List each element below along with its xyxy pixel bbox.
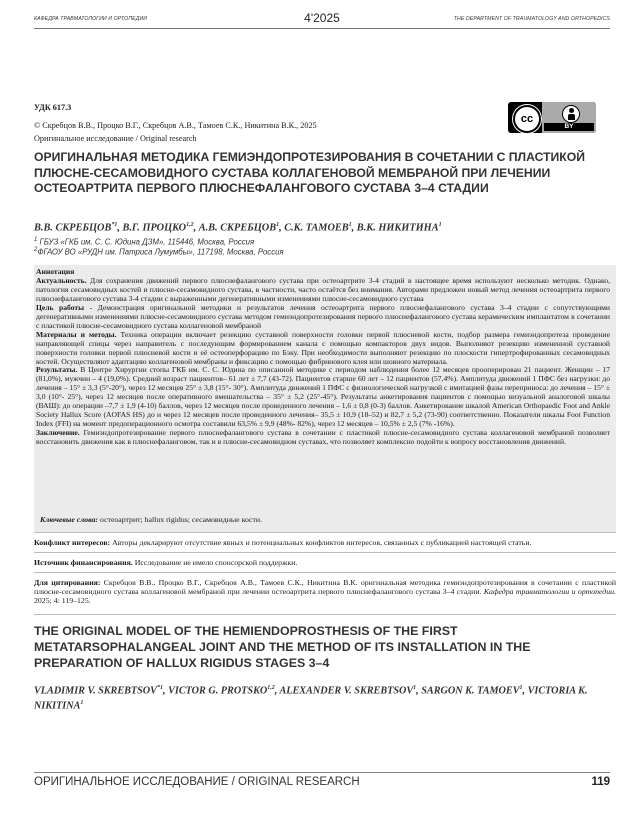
running-header — [34, 13, 610, 27]
affiliation-1: $^1$ ГБУЗ «ГКБ им. С. С. Юдина ДЗМ», 115446, Москва, Россия — [34, 237, 255, 247]
header-department-en: THE DEPARTMENT OF TRAUMATOLOGY AND ORTHOPEDICS — [453, 16, 610, 22]
author-name: ALEXANDER V. SKREBTSOV — [279, 685, 414, 697]
author-name: В.В. СКРЕБЦОВ — [34, 222, 112, 234]
header-department-ru: КАФЕДРА ТРАВМАТОЛОГИИ И ОРТОПЕДИИ — [34, 16, 148, 22]
keywords: Ключевые слова: остеоартрит; hallux rigidus; сесамовидные кости. — [40, 515, 263, 524]
article-title-en: THE ORIGINAL MODEL OF THE HEMIENDOPROSTHESIS OF THE FIRST METATARSOPHALANGEAL JOINT AND THE METHOD OF ITS INSTALLATION IN THE PREPARATION OF HALLUX RIGIDUS STAGES 3–4 — [34, 624, 531, 670]
authors-ru: В.В. СКРЕБЦОВ$^{*1}$, В.Г. ПРОЦКО$^{1,2}$, А.В. СКРЕБЦОВ$^1$, С.К. ТАМОЕВ$^1$, В.К. НИКИТИНА$^1$ — [34, 222, 442, 234]
author-name: VICTORIA K. NIKITINA — [34, 685, 588, 712]
abstract-aim: Цель работы - Демонстрация оригинальной методики и результатов лечения остеоартрита первого плюснефалангового сустава 3–4 стадии с сопутствующими дегенеративными изменениями плюсне-сесамовидного сустава методом гемиэндопротезирования первого плюснефалангового сустава керамическим имплантатом в сочетании с пластикой плюсне-сесамовидного сустава коллагеновой мембраной — [36, 302, 610, 330]
divider — [34, 614, 616, 615]
footer-section-label: ОРИГИНАЛЬНОЕ ИССЛЕДОВАНИЕ / ORIGINAL RESEARCH — [34, 776, 360, 788]
divider — [34, 532, 616, 533]
divider — [34, 572, 616, 573]
header-divider — [34, 28, 610, 29]
author-name: В.К. НИКИТИНА — [356, 222, 439, 234]
author-name: SARGON K. TAMOEV — [421, 685, 520, 697]
abstract-box — [34, 265, 616, 532]
affiliation-2: $^2$ФГАОУ ВО «РУДН им. Патриса Лумумбы», 117198, Москва, Россия — [34, 247, 284, 257]
citation: Для цитирования: Скребцов В.В., Процко В.Г., Скребцов А.В., Тамоев С.К., Никитина В.К. оригинальная методика гемиэндопротезирования в сочетании с пластикой плюсне-сесамовидного сустава коллагеновой мембраной при лечении остеоартрита первого плюснефалангового сустава 3–4 стадии. Кафедра травматологии и ортопедии. 2025; 4: 119–125. — [34, 578, 616, 606]
abstract-methods: Материалы и методы. Техника операции включает резекцию суставной поверхности головки первой плюсневой кости, подбор размера гемиэндопротеза проведение направляющей спицы через направитель с последующим формированием канала с помощью компакторов двух видов. Выполняют резекцию измененной суставной поверхности головки первой плюсневой кости и её остеоперфорацию по Бэку. При необходимости выполняют резекцию по плоскости гипертрофированных сесамовидных костей. Осуществляют адаптацию коллагеновой мембраны и фиксацию с помощью фибринового клея или шовного материала. — [36, 329, 610, 366]
authors-en: VLADIMIR V. SKREBTSOV$^{*1}$, VICTOR G. PROTSKO$^{1,2}$, ALEXANDER V. SKREBTSOV$^1$, SARGON K. TAMOEV$^1$, VICTORIA K. NIKITINA$^1$ — [34, 685, 588, 712]
funding-source: Источник финансирования. Исследование не имело спонсорской поддержки. — [34, 558, 298, 567]
article-type: Оригинальное исследование / Original research — [34, 134, 197, 143]
abstract-relevance: Актуальность. Для сохранения движений первого плюснефалангового сустава при остеоартрите 3-4 стадий в настоящее время используют несколько методик. Однако, патология сесамовидных костей и плюсне-сесамовидного сустава, в частности, часто остаётся без внимания. Авторами предложен новый метод лечения остеоартрита первого плюснефалангового сустава 3-4 стадии с выраженными дегенеративными изменениями плюсне-сесамовидного сустава — [36, 275, 610, 303]
page-number: 119 — [591, 776, 610, 788]
abstract-results: Результаты. В Центре Хирургии стопы ГКБ им. С. С. Юдина по описанной методике с периодом наблюдения более 12 месяцев прооперирован 21 пациент. Женщин – 17 (81,0%), мужчин – 4 (19,0%). Средний возраст пациентов– 61 лет ± 7,7 (43-72). Пациентов старше 60 лет – 12 пациентов (57,4%). Амплитуда движений 1 ПФС без нагрузки: до лечения – 15° ± 3,3 (5°-20°), через 12 месяцев 25° ± 3,8 (15°- 30°). Амплитуда движений 1 ПФС с физиологической нагрузкой с имитацией фазы переприноса: до лечения – 15° ± 3,0 (10°- 25°), через 12 месяцев после оперативного вмешательства – 35° ± 5,2 (25°-45°). Результаты анкетирования пациентов с помощью визуальной аналоговой шкалы (ВАШ): до операции –7,7 ± 1,9 (4-10) баллов, через 12 месяцев после проведенного лечения – 1,6 ± 0,8 (0-3) баллов. Анкетирование шкалой American Orthopaedic Foot and Ankle Society Hallux Score (AOFAS HS) до и через 12 месяцев после проведенного лечения– 35,5 ± 10,9 (18–52) и 82,7 ± 5,2 (73-90) соответственно. Показатели шкалы Foot Function Index (FFI) на момент предоперационного осмотра составили 63,5% ± 9,9 (48%- 82%), через 12 месяцев – 10,5% ± 2,5 (7% -16%). — [36, 365, 610, 429]
cc-by-license-icon — [508, 102, 596, 133]
attribution-person-icon — [562, 105, 580, 123]
abstract-heading: Аннотация — [36, 267, 75, 276]
copyright-line: © Скребцов В.В., Процко В.Г., Скребцов А.В., Тамоев С.К., Никитина В.К., 2025 — [34, 121, 317, 130]
article-title-ru: ОРИГИНАЛЬНАЯ МЕТОДИКА ГЕМИЭНДОПРОТЕЗИРОВАНИЯ В СОЧЕТАНИИ С ПЛАСТИКОЙ ПЛЮСНЕ-СЕСАМОВИДНОГО СУСТАВА КОЛЛАГЕНОВОЙ МЕМБРАНОЙ ПРИ ЛЕЧЕНИИ ОСТЕОАРТРИТА ПЕРВОГО ПЛЮСНЕФАЛАНГОВОГО СУСТАВА 3–4 СТАДИИ — [34, 150, 585, 195]
footer-divider — [34, 772, 610, 773]
header-issue: 4'2025 — [304, 11, 340, 25]
conflict-of-interest: Конфликт интересов: Авторы декларируют отсутствие явных и потенциальных конфликтов интересов, связанных с публикацией настоящей статьи. — [34, 538, 532, 547]
author-name: VICTOR G. PROTSKO — [168, 685, 268, 697]
author-name: С.К. ТАМОЕВ — [284, 222, 349, 234]
cc-logo-icon: cc — [513, 105, 541, 133]
author-name: В.Г. ПРОЦКО — [122, 222, 187, 234]
author-name: А.В. СКРЕБЦОВ — [198, 222, 277, 234]
udk-code: УДК 617.3 — [34, 103, 72, 112]
author-name: VLADIMIR V. SKREBTSOV — [34, 685, 157, 697]
abstract-conclusion: Заключение. Гемиэндопротезирование первого плюснефалангового сустава в сочетании с пластикой плюсне-сесамовидного сустава коллагеновой мембраной позволяет восстановить движения как в плюснефаланговом, так и в плюсне-сесамовидном суставах, что позволяет комплексно подойти к вопросу восстановления движений. — [36, 428, 610, 447]
divider — [34, 552, 616, 553]
cc-by-label: BY — [544, 123, 594, 131]
